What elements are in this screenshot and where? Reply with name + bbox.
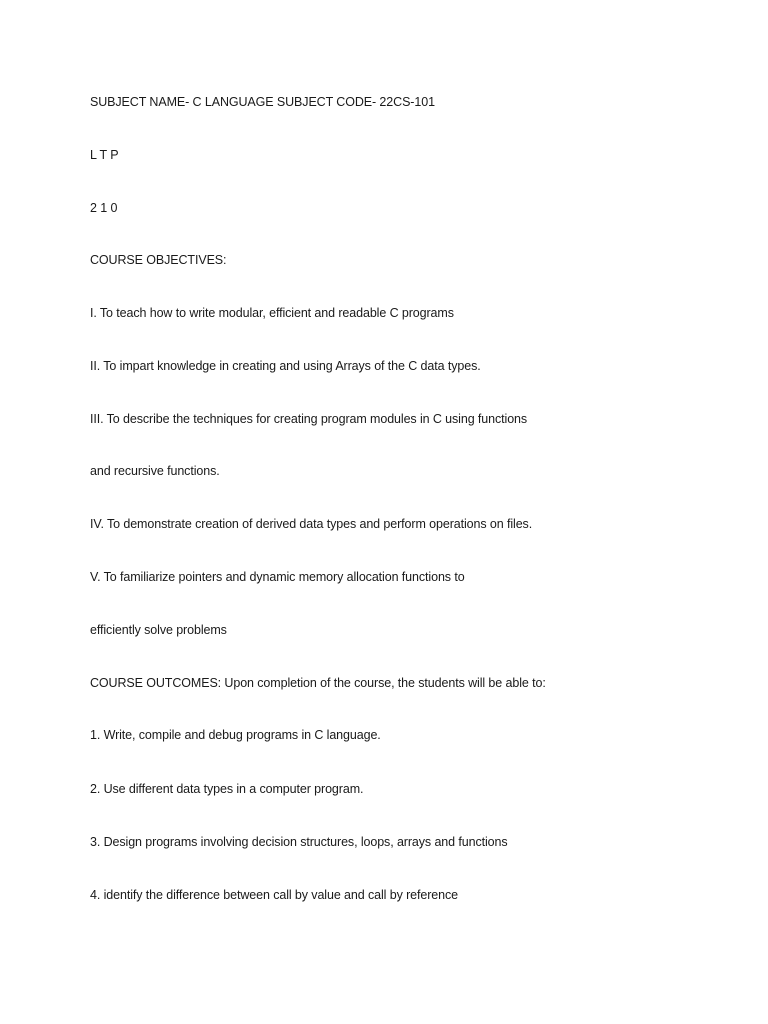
subject-heading: SUBJECT NAME- C LANGUAGE SUBJECT CODE- 22CS-101 [90, 95, 435, 109]
course-outcomes-heading: COURSE OUTCOMES: Upon completion of the course, the students will be able to: [90, 676, 546, 690]
ltp-values: 2 1 0 [90, 201, 118, 215]
objective-3: III. To describe the techniques for creating program modules in C using functions [90, 412, 528, 426]
objective-5: V. To familiarize pointers and dynamic memory allocation functions to [90, 570, 465, 584]
course-objectives-heading: COURSE OBJECTIVES: [90, 253, 227, 267]
outcome-1: 1. Write, compile and debug programs in C language. [90, 728, 381, 742]
objective-5-continued: efficiently solve problems [90, 623, 227, 637]
outcome-4: 4. identify the difference between call by value and call by reference [90, 888, 459, 902]
objective-2: II. To impart knowledge in creating and using Arrays of the C data types. [90, 359, 481, 373]
outcome-3: 3. Design programs involving decision structures, loops, arrays and functions [90, 835, 508, 849]
objective-4: IV. To demonstrate creation of derived data types and perform operations on files. [90, 517, 533, 531]
objective-1: I. To teach how to write modular, efficient and readable C programs [90, 306, 454, 320]
objective-3-continued: and recursive functions. [90, 464, 220, 478]
ltp-header: L T P [90, 148, 119, 162]
outcome-2: 2. Use different data types in a computer program. [90, 782, 364, 796]
